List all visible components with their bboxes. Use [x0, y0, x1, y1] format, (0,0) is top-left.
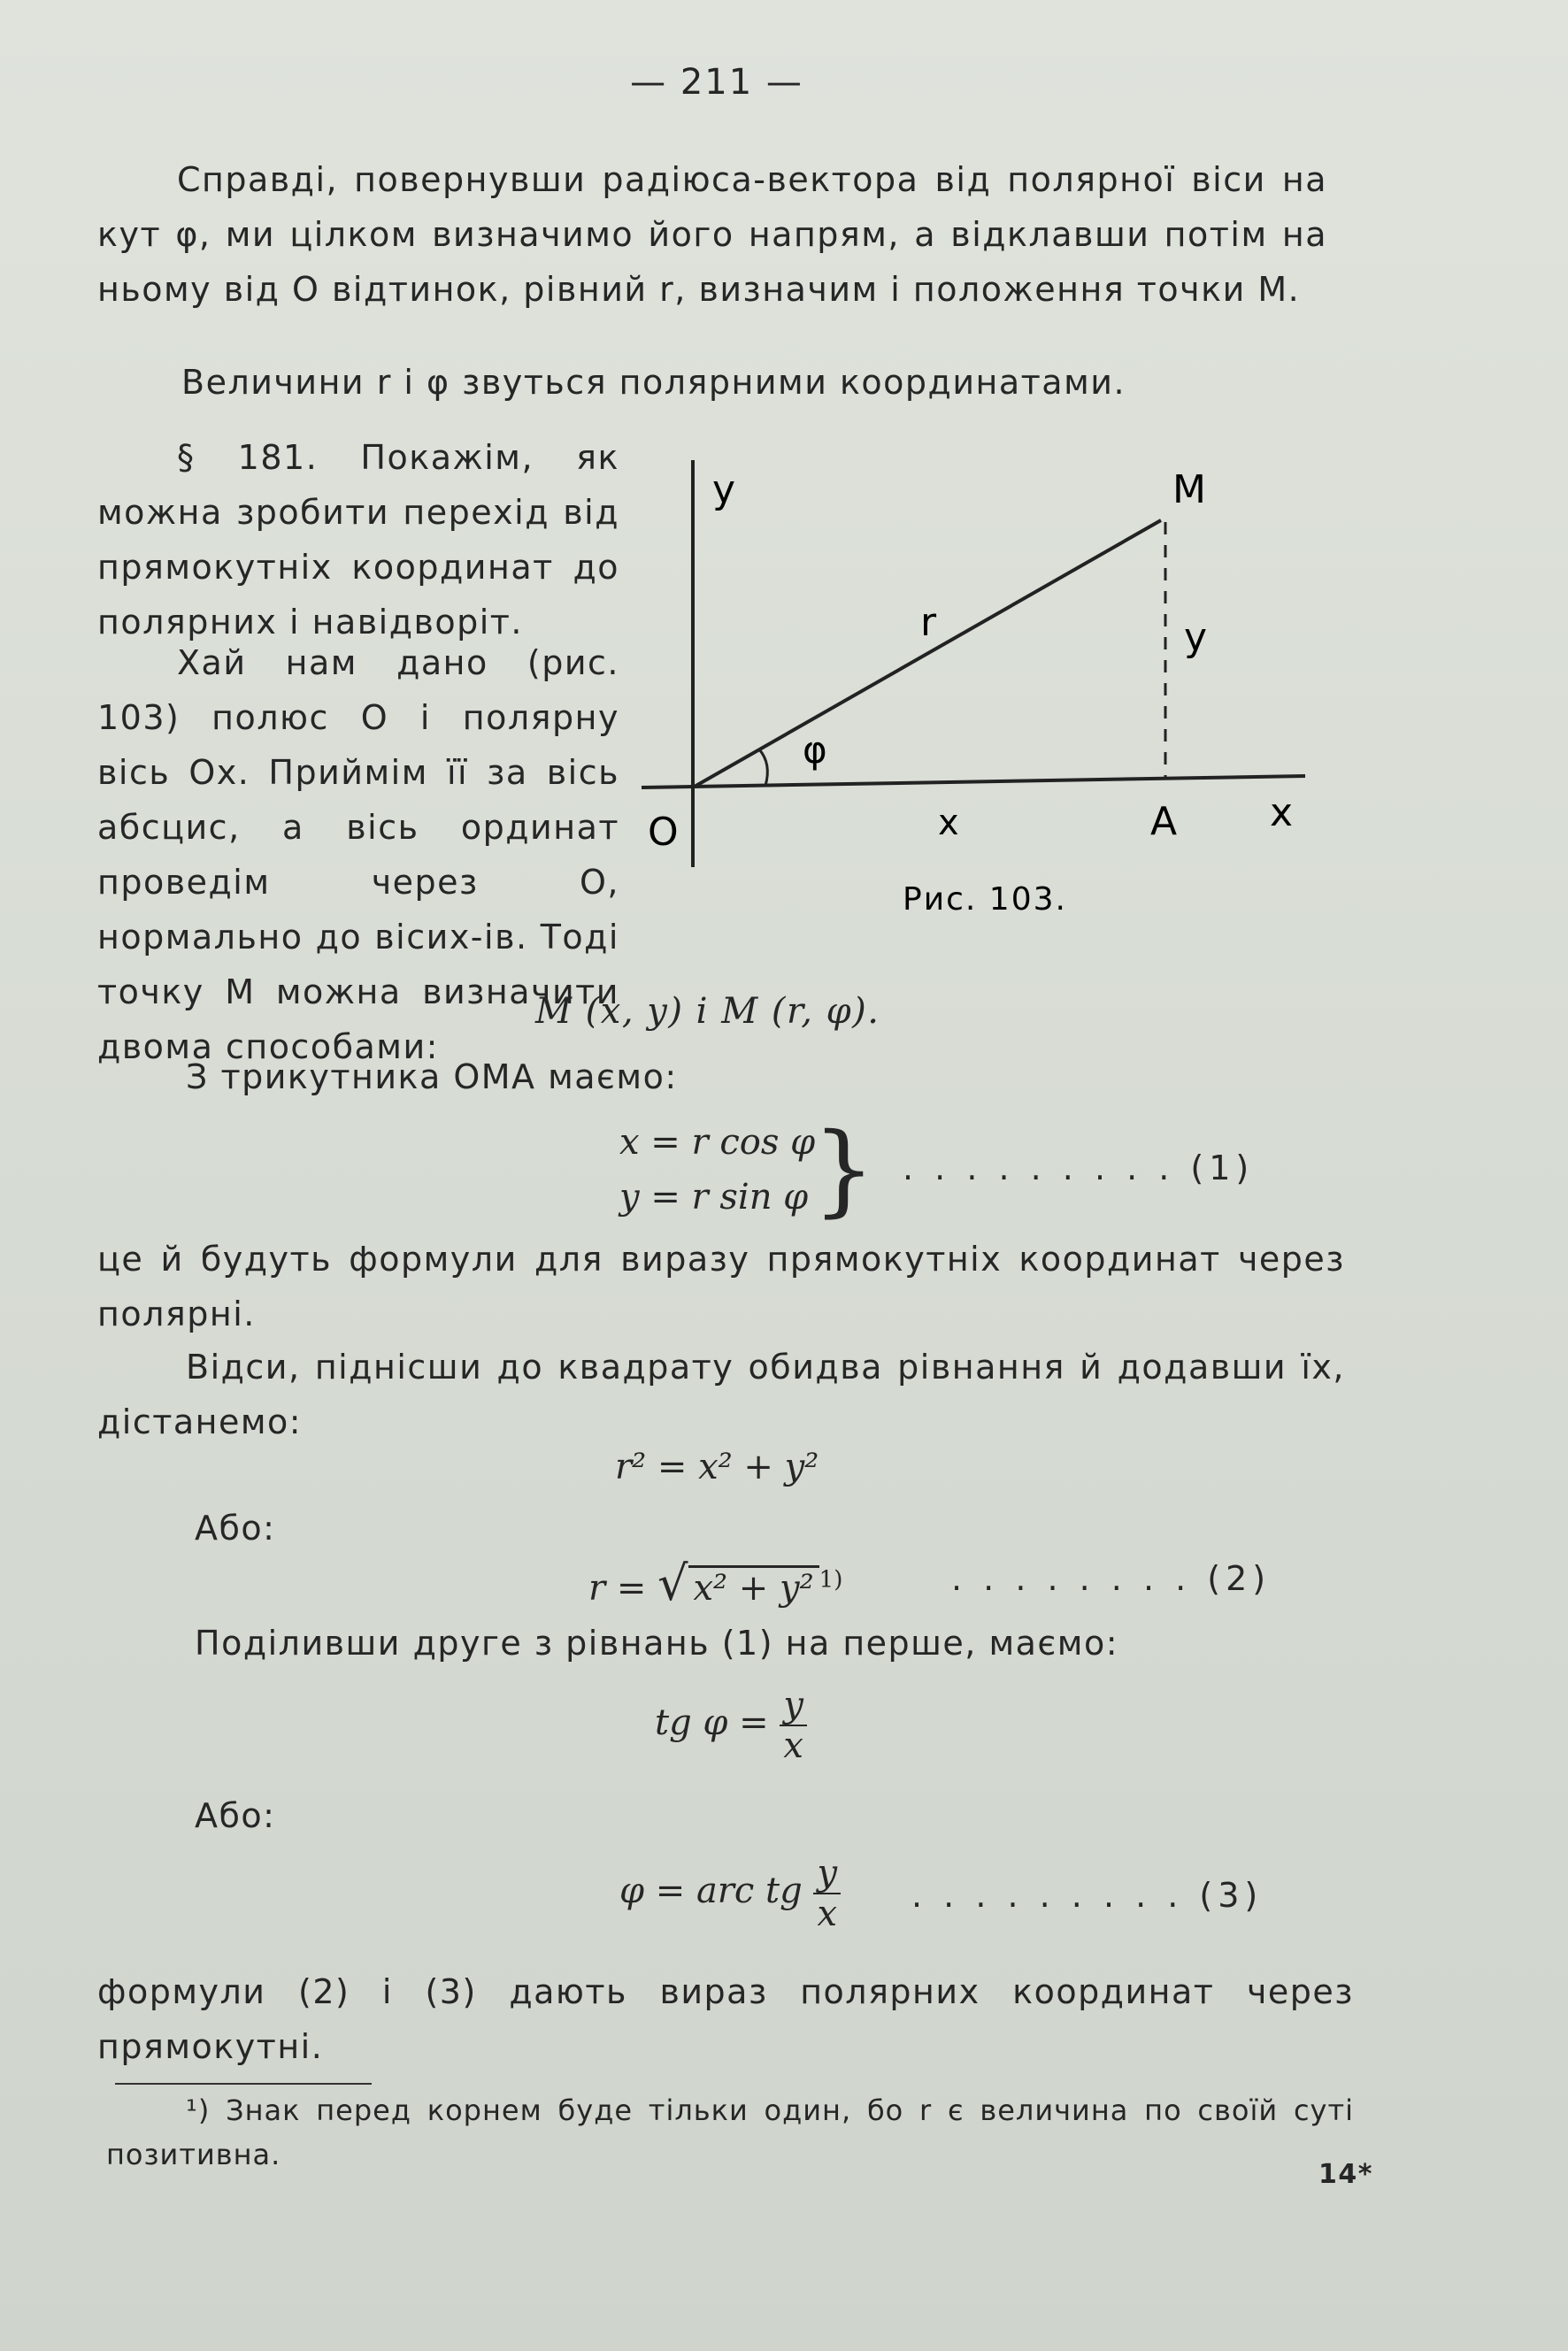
- triangle-text: З трикутника OMA маємо:: [186, 1057, 678, 1096]
- page-number: — 211 —: [630, 62, 803, 103]
- point-a-label: A: [1150, 799, 1178, 844]
- equation-1-line-1: x = r cos φ: [619, 1122, 816, 1163]
- paragraph-conclusion: формули (2) і (3) дають вираз полярних координат через прямокутні.: [97, 1972, 1354, 2066]
- paragraph-squaring: Відси, піднісши до квадрату обидва рівнання й додавши їх, дістанемо:: [97, 1348, 1345, 1441]
- paragraph-divide: Поділивши друге з рівнань (1) на перше, маємо:: [195, 1624, 1118, 1663]
- fraction-denominator-2: x: [817, 1894, 838, 1934]
- paragraph-after-equation-1: це й будуть формули для виразу прямокутніх координат через полярні.: [97, 1240, 1345, 1333]
- point-m-label: M: [1172, 467, 1206, 512]
- abo-label-2: Або:: [195, 1796, 276, 1835]
- footnote-divider: [115, 2083, 372, 2085]
- equation-2-radicand: x² + y²: [688, 1565, 819, 1609]
- x-axis-line: [642, 776, 1305, 788]
- angle-label: φ: [803, 728, 827, 772]
- equation-1-line-2: y = r sin φ: [619, 1177, 809, 1218]
- radius-label: r: [920, 600, 937, 645]
- x-axis-label: x: [1270, 790, 1294, 835]
- figure-103: [637, 442, 1336, 938]
- equation-tangent-left: tg φ =: [655, 1702, 769, 1743]
- equation-2-number: . . . . . . . . (2): [951, 1559, 1272, 1598]
- angle-arc: [759, 749, 767, 786]
- equation-3-left: φ = arc tg: [619, 1871, 803, 1911]
- equation-2-left: r =: [588, 1568, 647, 1609]
- radical-sign-icon: √: [657, 1556, 688, 1611]
- y-axis-label: y: [712, 467, 736, 512]
- coords-notation: M (x, y) і M (r, φ).: [535, 991, 880, 1032]
- fraction-numerator-2: y: [813, 1854, 841, 1894]
- fraction-y-over-x-2: [813, 1854, 841, 1933]
- equation-3-number: . . . . . . . . . (3): [911, 1876, 1264, 1915]
- segment-x-label: x: [938, 803, 959, 843]
- paragraph-figure-explanation: Хай нам дано (рис. 103) полюс O і полярну вісь Ox. Приймім її за вісь абсцис, а вісь ординат проведім через O, нормально до вісиx-ів. Тоді точку M можна визначити двома способами:: [97, 643, 619, 1066]
- figure-caption: Рис. 103.: [903, 881, 1067, 918]
- fraction-numerator: y: [780, 1686, 807, 1726]
- paragraph-polar-definition: Величини r і φ звуться полярними координатами.: [181, 363, 1126, 402]
- origin-label: O: [648, 810, 679, 855]
- equation-3: [619, 1854, 841, 1933]
- printer-signature: 14*: [1318, 2159, 1373, 2190]
- section-181-text: § 181. Покажім, як можна зробити перехід від прямокутніх координат до полярних і навідворіт.: [97, 438, 619, 642]
- equation-r-squared: r² = x² + y²: [615, 1447, 819, 1487]
- fraction-denominator: x: [783, 1725, 803, 1766]
- equation-2: [588, 1556, 842, 1611]
- equation-tangent: [655, 1686, 807, 1765]
- paragraph-intro: Справді, повернувши радіюса-вектора від полярної віси на кут φ, ми цілком визначимо його напрям, а відклавши потім на ньому від O відтинок, рівний r, визначим і положення точки M.: [97, 160, 1327, 309]
- segment-y-label: y: [1184, 615, 1208, 660]
- abo-label-1: Або:: [195, 1509, 276, 1548]
- footnote-text: ¹) Знак перед корнем буде тільки один, бо r є величина по своїй суті позитивна.: [106, 2094, 1354, 2171]
- fraction-y-over-x: [780, 1686, 807, 1765]
- equation-1-brace: }: [812, 1112, 876, 1227]
- radius-vector-line: [693, 520, 1161, 788]
- equation-1-number: . . . . . . . . . (1): [903, 1149, 1255, 1187]
- footnote-marker: 1): [819, 1566, 843, 1594]
